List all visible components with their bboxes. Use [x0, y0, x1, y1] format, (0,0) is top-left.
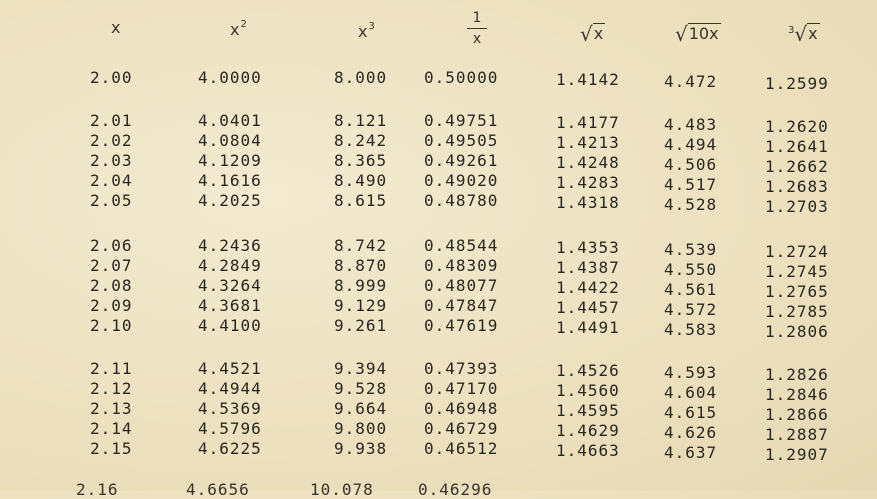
cell-cube-root-x: 1.2765 [765, 282, 829, 301]
cell-reciprocal: 0.48544 [424, 236, 499, 255]
cell-sqrt-x: 1.4318 [556, 193, 620, 212]
cell-x-squared: 4.5796 [198, 419, 262, 438]
cell-reciprocal: 0.49751 [424, 111, 499, 130]
cell-reciprocal: 0.46512 [424, 439, 499, 458]
cell-x-cubed: 9.800 [334, 419, 388, 438]
cell-sqrt-10x: 4.506 [664, 155, 718, 174]
cell-sqrt-10x: 4.626 [664, 423, 718, 442]
cell-cube-root-x: 1.2724 [765, 242, 829, 261]
cell-cube-root-x: 1.2846 [765, 385, 829, 404]
cell-cube-root-x: 1.2641 [765, 137, 829, 156]
cell-sqrt-x: 1.4248 [556, 153, 620, 172]
cell-sqrt-10x: 4.472 [664, 72, 718, 91]
cell-x-squared: 4.4521 [198, 359, 262, 378]
cell-reciprocal: 0.46296 [418, 480, 493, 499]
cell-reciprocal: 0.50000 [424, 68, 499, 87]
cell-sqrt-10x: 4.615 [664, 403, 718, 422]
cell-cube-root-x: 1.2620 [765, 117, 829, 136]
cell-reciprocal: 0.48309 [424, 256, 499, 275]
cell-x-cubed: 8.742 [334, 236, 388, 255]
cell-sqrt-10x: 4.494 [664, 135, 718, 154]
cell-cube-root-x: 1.2703 [765, 197, 829, 216]
cell-x-squared: 4.3264 [198, 276, 262, 295]
header-sqrt-10x-radicand: 10x [688, 24, 719, 43]
cell-x: 2.04 [90, 171, 133, 190]
cell-x-cubed: 8.000 [334, 68, 388, 87]
cell-sqrt-x: 1.4457 [556, 298, 620, 317]
header-x-squared-base: x [230, 20, 240, 39]
cell-x-squared: 4.0401 [198, 111, 262, 130]
header-x-squared [230, 20, 247, 39]
cell-x: 2.03 [90, 151, 133, 170]
header-sqrt-x-radicand: x [593, 24, 604, 43]
cell-x-squared: 4.0804 [198, 131, 262, 150]
cell-reciprocal: 0.47170 [424, 379, 499, 398]
cell-x: 2.15 [90, 439, 133, 458]
cell-reciprocal: 0.47847 [424, 296, 499, 315]
cell-x-cubed: 8.121 [334, 111, 388, 130]
cell-cube-root-x: 1.2662 [765, 157, 829, 176]
cell-x: 2.16 [76, 480, 119, 499]
cell-sqrt-x: 1.4422 [556, 278, 620, 297]
radical-icon: √ [580, 22, 593, 46]
cell-x-squared: 4.3681 [198, 296, 262, 315]
cell-x: 2.08 [90, 276, 133, 295]
cell-x: 2.13 [90, 399, 133, 418]
cell-x-cubed: 9.129 [334, 296, 388, 315]
cell-x-cubed: 9.528 [334, 379, 388, 398]
cell-x-cubed: 10.078 [310, 480, 374, 499]
cell-sqrt-x: 1.4177 [556, 113, 620, 132]
cell-sqrt-x: 1.4387 [556, 258, 620, 277]
table-header [0, 0, 877, 60]
cell-x: 2.02 [90, 131, 133, 150]
cell-cube-root-x: 1.2887 [765, 425, 829, 444]
cell-reciprocal: 0.49020 [424, 171, 499, 190]
cell-x-cubed: 8.870 [334, 256, 388, 275]
header-reciprocal-denominator: x [472, 31, 482, 47]
cell-sqrt-10x: 4.550 [664, 260, 718, 279]
cell-cube-root-x: 1.2806 [765, 322, 829, 341]
cell-x-squared: 4.0000 [198, 68, 262, 87]
cell-cube-root-x: 1.2599 [765, 74, 829, 93]
cell-x: 2.01 [90, 111, 133, 130]
cell-sqrt-x: 1.4595 [556, 401, 620, 420]
cell-x-squared: 4.2025 [198, 191, 262, 210]
cell-sqrt-x: 1.4213 [556, 133, 620, 152]
cell-x-cubed: 8.615 [334, 191, 388, 210]
cell-x: 2.00 [90, 68, 133, 87]
header-sqrt-x [580, 20, 605, 44]
cell-sqrt-10x: 4.539 [664, 240, 718, 259]
header-reciprocal-numerator: 1 [472, 10, 482, 26]
cell-x-squared: 4.4944 [198, 379, 262, 398]
cell-sqrt-10x: 4.583 [664, 320, 718, 339]
cell-reciprocal: 0.47393 [424, 359, 499, 378]
cell-x-squared: 4.1209 [198, 151, 262, 170]
cell-cube-root-x: 1.2826 [765, 365, 829, 384]
cell-sqrt-x: 1.4560 [556, 381, 620, 400]
cell-x: 2.09 [90, 296, 133, 315]
cell-sqrt-x: 1.4663 [556, 441, 620, 460]
cell-x: 2.06 [90, 236, 133, 255]
header-x: x [111, 18, 121, 37]
cell-x-cubed: 8.490 [334, 171, 388, 190]
cell-x-cubed: 9.261 [334, 316, 388, 335]
cell-x-cubed: 8.242 [334, 131, 388, 150]
radical-icon: √ [675, 22, 688, 46]
cell-x-squared: 4.5369 [198, 399, 262, 418]
cell-x: 2.12 [90, 379, 133, 398]
cell-cube-root-x: 1.2745 [765, 262, 829, 281]
cell-sqrt-x: 1.4526 [556, 361, 620, 380]
cell-sqrt-10x: 4.483 [664, 115, 718, 134]
header-cube-root-radicand: x [808, 24, 818, 43]
cell-x-squared: 4.2436 [198, 236, 262, 255]
cell-reciprocal: 0.49261 [424, 151, 499, 170]
cell-x: 2.14 [90, 419, 133, 438]
cell-x-squared: 4.1616 [198, 171, 262, 190]
cell-sqrt-x: 1.4491 [556, 318, 620, 337]
cell-cube-root-x: 1.2907 [765, 445, 829, 464]
cell-reciprocal: 0.48077 [424, 276, 499, 295]
cell-sqrt-10x: 4.561 [664, 280, 718, 299]
cell-x-cubed: 9.938 [334, 439, 388, 458]
cell-sqrt-x: 1.4629 [556, 421, 620, 440]
cell-sqrt-x: 1.4142 [556, 70, 620, 89]
cell-reciprocal: 0.48780 [424, 191, 499, 210]
header-cube-root-x [787, 20, 820, 44]
cell-sqrt-x: 1.4353 [556, 238, 620, 257]
cell-x: 2.07 [90, 256, 133, 275]
cell-x-squared: 4.6225 [198, 439, 262, 458]
header-cube-root-index: 3 [788, 25, 795, 36]
cell-reciprocal: 0.46948 [424, 399, 499, 418]
cell-sqrt-x: 1.4283 [556, 173, 620, 192]
header-x-cubed [358, 22, 375, 41]
cell-sqrt-10x: 4.637 [664, 443, 718, 462]
cell-x-cubed: 8.999 [334, 276, 388, 295]
cell-sqrt-10x: 4.572 [664, 300, 718, 319]
cell-x: 2.05 [90, 191, 133, 210]
cell-reciprocal: 0.46729 [424, 419, 499, 438]
cell-x: 2.11 [90, 359, 133, 378]
cell-x-cubed: 8.365 [334, 151, 388, 170]
cell-reciprocal: 0.47619 [424, 316, 499, 335]
radical-icon: √ [794, 22, 808, 46]
cell-cube-root-x: 1.2785 [765, 302, 829, 321]
header-x-squared-exp: 2 [240, 19, 247, 30]
cell-reciprocal: 0.49505 [424, 131, 499, 150]
cell-cube-root-x: 1.2683 [765, 177, 829, 196]
cell-x-squared: 4.6656 [186, 480, 250, 499]
cell-cube-root-x: 1.2866 [765, 405, 829, 424]
cell-sqrt-10x: 4.517 [664, 175, 718, 194]
cell-x-squared: 4.2849 [198, 256, 262, 275]
cell-x-cubed: 9.394 [334, 359, 388, 378]
cell-x-squared: 4.4100 [198, 316, 262, 335]
header-sqrt-10x [675, 20, 721, 44]
header-reciprocal [467, 10, 487, 47]
cell-sqrt-10x: 4.604 [664, 383, 718, 402]
header-x-cubed-base: x [358, 22, 368, 41]
cell-x: 2.10 [90, 316, 133, 335]
cell-x-cubed: 9.664 [334, 399, 388, 418]
cell-sqrt-10x: 4.528 [664, 195, 718, 214]
cell-sqrt-10x: 4.593 [664, 363, 718, 382]
header-x-cubed-exp: 3 [368, 21, 375, 32]
